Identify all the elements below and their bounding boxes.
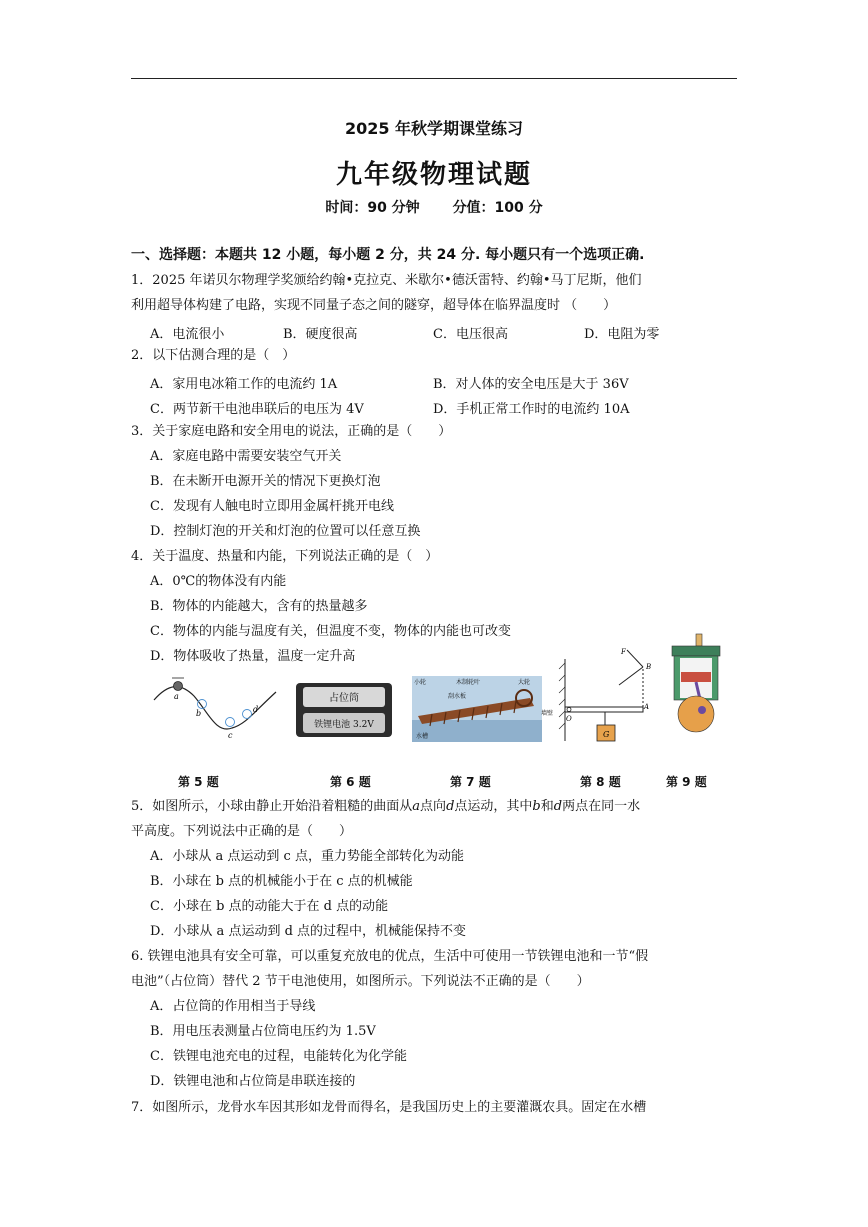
fig5-label-b: b — [196, 709, 202, 718]
fig7-label-trough: 水槽 — [416, 733, 429, 740]
q5-text-4: 和 — [540, 799, 554, 814]
q3-option-a: A．家庭电路中需要安装空气开关 — [150, 449, 342, 464]
q4-option-d: D．物体吸收了热量，温度一定升高 — [150, 649, 356, 664]
q2-option-c: C．两节新干电池串联后的电压为 4V — [150, 402, 364, 417]
fig5-label-a: a — [174, 692, 179, 701]
q4-stem: 4．关于温度、热量和内能，下列说法正确的是（ ） — [131, 549, 439, 564]
q5-var-a: a — [412, 799, 421, 814]
q1-line1: 1．2025 年诺贝尔物理学奖颁给约翰•克拉克、米歇尔•德沃雷特、约翰•马丁尼斯，他们 — [131, 273, 642, 288]
q5-var-d: d — [446, 799, 455, 814]
fig8-label-F: F — [621, 648, 626, 656]
q6-option-d: D．铁锂电池和占位筒是串联连接的 — [150, 1074, 356, 1089]
fig8-label-A: A — [644, 703, 650, 711]
term-title: 2025 年秋学期课堂练习 — [344, 119, 524, 138]
q2-option-d: D．手机正常工作时的电流约 10A — [433, 402, 630, 417]
caption-fig7: 第 7 题 — [450, 775, 491, 789]
caption-fig6: 第 6 题 — [330, 775, 371, 789]
figure-5-curve — [150, 672, 280, 742]
caption-fig8: 第 8 题 — [580, 775, 621, 789]
q6-option-a: A．占位筒的作用相当于导线 — [150, 999, 316, 1014]
q6-option-c: C．铁锂电池充电的过程，电能转化为化学能 — [150, 1049, 407, 1064]
top-rule — [131, 78, 737, 79]
q5-option-d: D．小球从 a 点运动到 d 点的过程中，机械能保持不变 — [150, 924, 467, 939]
q6-option-b: B．用电压表测量占位筒电压约为 1.5V — [150, 1024, 376, 1039]
q5-text-3: 点运动，其中 — [454, 799, 533, 814]
q3-stem: 3．关于家庭电路和安全用电的说法，正确的是（ ） — [131, 424, 452, 439]
exam-score: 分值：100 分 — [452, 200, 543, 216]
q5-text-1: 5．如图所示，小球由静止开始沿着粗糙的曲面从 — [131, 799, 413, 814]
q1-option-b: B．硬度很高 — [283, 327, 358, 342]
fig7-label-blades: 木制轮叶 — [456, 679, 481, 686]
q1-option-d: D．电阻为零 — [584, 327, 660, 342]
q5-var-b: b — [532, 799, 541, 814]
fig8-label-G: G — [603, 730, 610, 739]
fig5-label-c: c — [228, 731, 233, 740]
figure-6-battery — [295, 682, 393, 738]
fig8-label-B: B — [646, 663, 652, 671]
q7-line1: 7．如图所示，龙骨水车因其形如龙骨而得名，是我国历史上的主要灌溉农具。固定在水槽 — [131, 1100, 647, 1115]
page-title: 九年级物理试题 — [335, 160, 532, 190]
q6-line2: 电池”（占位筒）替代 2 节干电池使用，如图所示。下列说法不正确的是（ ） — [131, 974, 590, 989]
figure-7-waterwheel — [412, 676, 542, 742]
fig7-label-small-wheel: 小轮 — [414, 679, 427, 686]
fig8-label-wall: 墙壁 — [541, 710, 554, 717]
q3-option-b: B．在未断开电源开关的情况下更换灯泡 — [150, 474, 381, 489]
exam-info — [0, 197, 868, 217]
q4-option-b: B．物体的内能越大，含有的热量越多 — [150, 599, 368, 614]
caption-fig5: 第 5 题 — [178, 775, 219, 789]
q4-option-a: A．0℃的物体没有内能 — [150, 574, 287, 589]
q3-option-c: C．发现有人触电时立即用金属杆挑开电线 — [150, 499, 394, 514]
q6-line1: 6. 铁锂电池具有安全可靠，可以重复充放电的优点，生活中可使用一节铁锂电池和一节“假 — [131, 949, 649, 964]
q1-option-a: A．电流很小 — [150, 327, 225, 342]
caption-fig9: 第 9 题 — [666, 775, 707, 789]
q5-text-2: 点向 — [420, 799, 447, 814]
q5-var-d2: d — [553, 799, 563, 814]
figure-8-lever — [541, 645, 655, 745]
q1-line2: 利用超导体构建了电路，实现不同量子态之间的隧穿，超导体在临界温度时 （ ） — [131, 298, 617, 313]
q2-option-b: B．对人体的安全电压是大于 36V — [433, 377, 629, 392]
q5-option-b: B．小球在 b 点的机械能小于在 c 点的机械能 — [150, 874, 413, 889]
q4-option-c: C．物体的内能与温度有关，但温度不变，物体的内能也可改变 — [150, 624, 511, 639]
figure-9-engine — [666, 632, 726, 736]
fig5-label-d: d — [253, 705, 259, 714]
q5-text-5: 两点在同一水 — [562, 799, 641, 814]
exam-time: 时间：90 分钟 — [325, 200, 420, 216]
q2-option-a: A．家用电冰箱工作的电流约 1A — [150, 377, 338, 392]
fig8-label-O: O — [566, 715, 572, 723]
q5-line1 — [131, 799, 640, 815]
fig7-label-big-wheel: 大轮 — [518, 679, 531, 686]
q5-option-a: A．小球从 a 点运动到 c 点，重力势能全部转化为动能 — [150, 849, 464, 864]
fig7-label-scraper: 刮水板 — [448, 693, 467, 700]
q5-line2: 平高度。下列说法中正确的是（ ） — [131, 824, 353, 839]
fig6-holder-label: 占位筒 — [329, 693, 359, 704]
q5-option-c: C．小球在 b 点的动能大于在 d 点的动能 — [150, 899, 389, 914]
q2-stem: 2．以下估测合理的是（ ） — [131, 348, 296, 363]
q3-option-d: D．控制灯泡的开关和灯泡的位置可以任意互换 — [150, 524, 421, 539]
fig6-battery-label: 铁锂电池 3.2V — [314, 720, 374, 730]
section-heading: 一、选择题：本题共 12 小题，每小题 2 分，共 24 分. 每小题只有一个选项正确. — [131, 247, 645, 263]
q1-option-c: C．电压很高 — [433, 327, 508, 342]
